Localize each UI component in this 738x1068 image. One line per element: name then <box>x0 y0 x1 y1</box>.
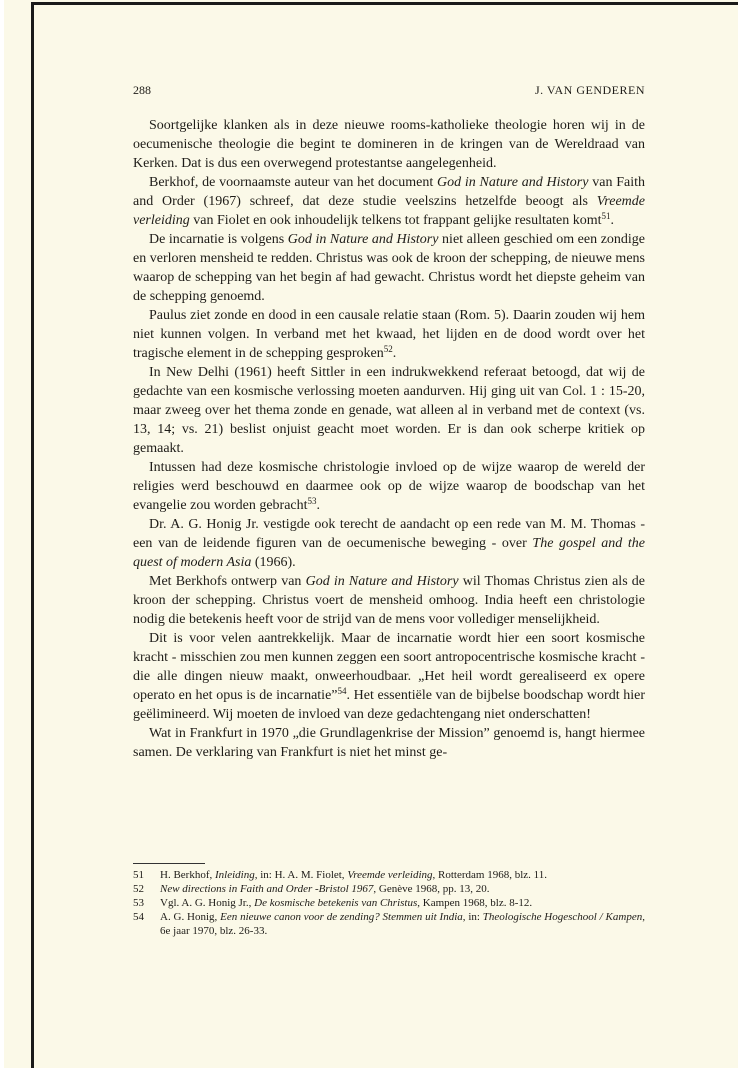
text-run: De incarnatie is volgens <box>149 232 288 247</box>
italic-title: The gospel and the quest of modern Asia <box>133 536 645 570</box>
text-run: Paulus ziet zonde en dood in een causale relatie staan (Rom. 5). Daarin zouden wij hem niet kunnen volgen. In verband met het kwaad, het lijden en de dood wordt over het tragische element in de schepping gesproken <box>133 308 645 361</box>
italic-title: God in Nature and History <box>287 232 439 247</box>
text-run: Wat in Frankfurt in 1970 „die Grundlagenkrise der Mission” genoemd is, hangt hiermee samen. De verklaring van Frankfurt is niet het minst ge- <box>133 726 645 760</box>
text-run: In New Delhi (1961) heeft Sittler in een indrukwekkend referaat betoogd, dat wij de gedachte van een kosmische verlossing moeten aandurven. Hij ging uit van Col. 1 : 15-20, maar zweeg over het thema zonde en genade, wat alleen al in verband met de context (vs. 13, 14; vs. 21) beslist onjuist geacht moet worden. Er is dan ook scherpe kritiek op gemaakt. <box>133 365 645 456</box>
text-run: van Faith and Order (1967) schreef, dat deze studie veelszins hetzelfde beoogt als <box>133 175 646 209</box>
text-run: (1966). <box>251 555 296 570</box>
text-run: Dit is voor velen aantrekkelijk. Maar de incarnatie wordt hier een soort kosmische kracht - misschien zou men kunnen zeggen een soort antropocentrische kosmische kracht - die alle dingen nieuw maakt, onweerhoudbaar. „Het heil wordt gerealiseerd ex opere operato en het opus is de incarnatie” <box>133 631 645 703</box>
text-run: Intussen had deze kosmische christologie invloed op de wijze waarop de wereld der religies werd beschouwd en daarmee ook op de wijze waarop de boodschap van het evangelie zou worden gebracht <box>133 460 645 513</box>
footnote-rule <box>133 863 205 864</box>
paragraph <box>133 572 645 629</box>
paragraph <box>133 629 645 724</box>
text-run: , Kampen 1968, blz. 8-12. <box>417 897 533 909</box>
text-run: . Het essentiële van de bijbelse boodschap wordt hier geëlimineerd. Wij moeten de invloed van deze gedachtengang niet onderschatten! <box>133 688 645 722</box>
running-head: J. VAN GENDEREN <box>534 83 645 97</box>
italic-title: God in Nature and History <box>437 175 589 190</box>
text-run: niet alleen geschied om een zondige en verloren mensheid te redden. Christus was ook de kroon der schepping, de nieuwe mens waarop de schepping van het begin af had gewacht. Christus wordt het diepste geheim van de schepping genoemd. <box>133 232 646 304</box>
italic-title: Inleiding <box>215 869 255 881</box>
footnote-number: 51 <box>133 869 144 881</box>
text-run: van Fiolet en ook inhoudelijk telkens tot frappant gelijke resultaten komt <box>189 213 602 228</box>
text-run: Berkhof, de voornaamste auteur van het document <box>149 175 438 190</box>
footnote-number: 54 <box>133 911 144 923</box>
text-run: Dr. A. G. Honig Jr. vestigde ook terecht de aandacht op een rede van M. M. Thomas - een van de leidende figuren van de oecumenische beweging - over <box>133 517 645 551</box>
paragraph <box>133 515 645 572</box>
text-run: Soortgelijke klanken als in deze nieuwe rooms-katholieke theologie horen wij in de oecumenische theologie die begint te domineren in de kringen van de Wereldraad van Kerken. Dat is dus een overwegend protestantse aangelegenheid. <box>133 118 645 171</box>
text-run: Vgl. A. G. Honig Jr., <box>160 897 255 909</box>
paragraph <box>133 306 645 363</box>
italic-title: Vreemde verleiding <box>133 194 645 228</box>
scan-edge-top <box>31 2 738 5</box>
italic-title: Theologische Hogeschool / Kampen <box>482 911 643 923</box>
body-text <box>133 116 645 762</box>
paragraph <box>133 458 645 515</box>
footnote <box>133 868 645 882</box>
footnote-ref: 51 <box>601 211 611 221</box>
text-run: , in: <box>462 911 483 923</box>
paragraph <box>133 173 645 230</box>
text-run: , Rotterdam 1968, blz. 11. <box>432 869 547 881</box>
text-run: , 6e jaar 1970, blz. 26-33. <box>160 911 645 937</box>
text-run: A. G. Honig, <box>160 911 221 923</box>
text-run: , Genève 1968, pp. 13, 20. <box>373 883 490 895</box>
footnote <box>133 882 645 896</box>
page-header <box>133 83 645 99</box>
paragraph <box>133 230 645 306</box>
paragraph <box>133 724 645 762</box>
footnote <box>133 910 645 938</box>
paragraph <box>133 363 645 458</box>
italic-title: Vreemde verleiding <box>347 869 433 881</box>
paragraph <box>133 116 645 173</box>
footnote <box>133 896 645 910</box>
page-number: 288 <box>133 83 151 97</box>
italic-title: God in Nature and History <box>305 574 459 589</box>
footnote-number: 52 <box>133 883 144 895</box>
footnote-ref: 53 <box>307 496 317 506</box>
footnote-ref: 52 <box>383 344 393 354</box>
italic-title: New directions in Faith and Order -Bristol 1967 <box>160 883 374 895</box>
text-run: , in: H. A. M. Fiolet, <box>254 869 348 881</box>
italic-title: De kosmische betekenis van Christus <box>254 897 418 909</box>
text-run: . <box>610 213 615 228</box>
footnote-ref: 54 <box>337 686 347 696</box>
text-run: Met Berkhofs ontwerp van <box>149 574 306 589</box>
text-run: H. Berkhof, <box>160 869 215 881</box>
footnotes <box>133 868 645 938</box>
scan-edge-left <box>31 2 34 1068</box>
footnote-number: 53 <box>133 897 144 909</box>
text-run: wil Thomas Christus zien als de kroon der schepping. Christus voert de mensheid omhoog. India heeft een christologie nodig die betekenis heeft voor de strijd van de mens voor vollediger menselijkheid. <box>133 574 646 627</box>
text-run: . <box>392 346 397 361</box>
italic-title: Een nieuwe canon voor de zending? Stemmen uit India <box>220 911 463 923</box>
text-run: . <box>316 498 321 513</box>
